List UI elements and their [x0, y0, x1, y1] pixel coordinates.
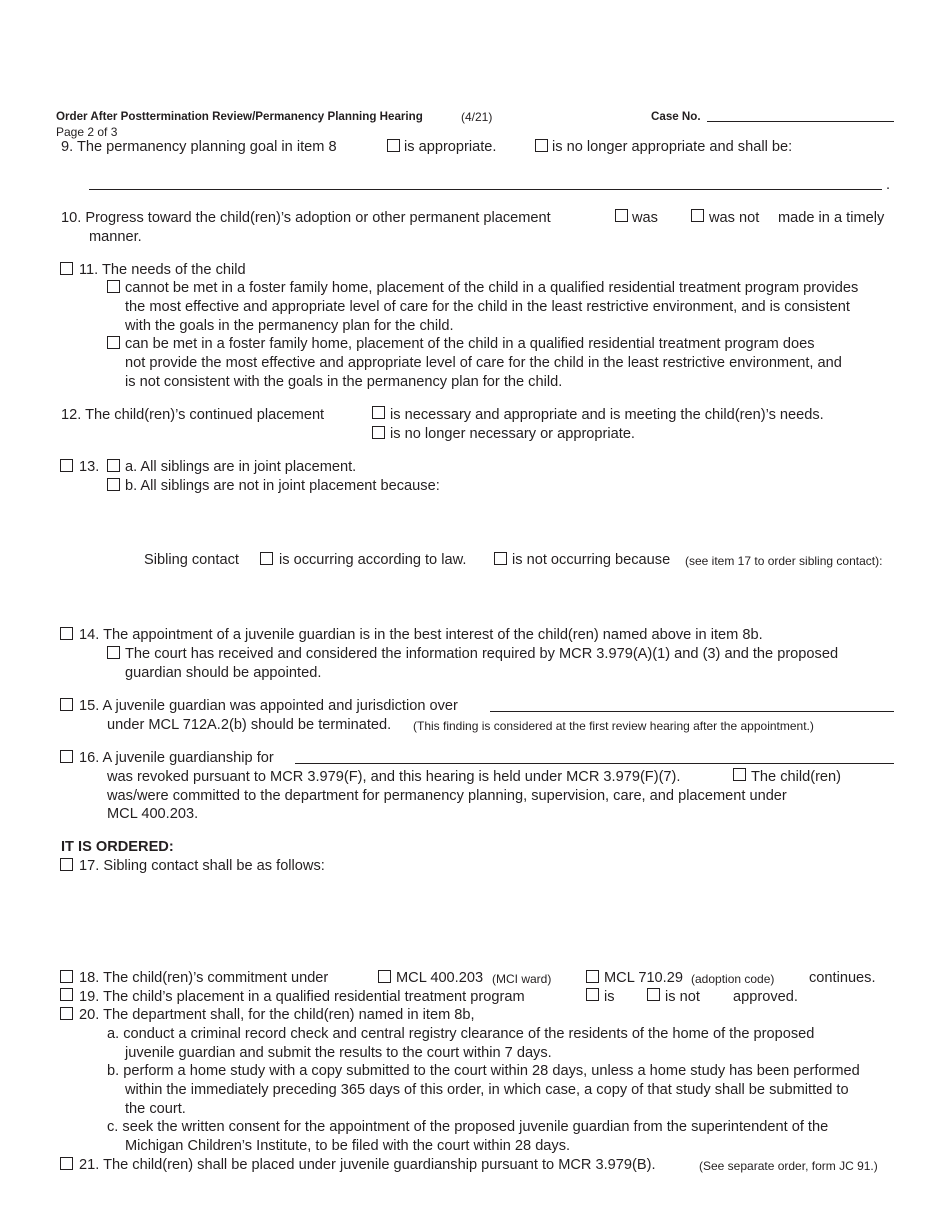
item10-text: 10. Progress toward the child(ren)’s adoption or other permanent placement — [61, 210, 551, 226]
item14-text: 14. The appointment of a juvenile guardian is in the best interest of the child(ren) named above in item 8b. — [79, 627, 763, 643]
item13-a-label: a. All siblings are in joint placement. — [125, 459, 357, 475]
item20-b-line2: within the immediately preceding 365 days of this order, in which case, a copy of that study shall be submitted to — [125, 1082, 849, 1098]
item17-text: 17. Sibling contact shall be as follows: — [79, 858, 325, 874]
item12-necessary-checkbox[interactable] — [372, 406, 385, 419]
sibling-contact-occurring-label: is occurring according to law. — [279, 552, 467, 568]
item11-checkbox[interactable] — [60, 262, 73, 275]
item19-tail: approved. — [733, 989, 798, 1005]
ordered-heading: IT IS ORDERED: — [61, 839, 174, 855]
item21-checkbox[interactable] — [60, 1157, 73, 1170]
item13-b-label: b. All siblings are not in joint placement because: — [125, 478, 440, 494]
item13-number: 13. — [79, 459, 100, 475]
form-title: Order After Posttermination Review/Permanency Planning Hearing — [56, 110, 423, 123]
item10-tail: made in a timely — [778, 210, 885, 226]
item18-text: 18. The child(ren)’s commitment under — [79, 970, 329, 986]
item21-note: (See separate order, form JC 91.) — [699, 1159, 878, 1173]
item11-b-line2: not provide the most effective and appropriate level of care for the child in the least restrictive environment, and — [125, 355, 842, 371]
item15-jurisdiction-field[interactable] — [490, 711, 894, 712]
item14-sub-checkbox[interactable] — [107, 646, 120, 659]
item16-text: 16. A juvenile guardianship for — [79, 750, 274, 766]
item16-line3: was/were committed to the department for permanency planning, supervision, care, and placement under — [107, 788, 787, 804]
item19-is-not-checkbox[interactable] — [647, 988, 660, 1001]
item20-c-line1: c. seek the written consent for the appointment of the proposed juvenile guardian from the superintendent of the — [107, 1119, 829, 1135]
item18-checkbox[interactable] — [60, 970, 73, 983]
item19-checkbox[interactable] — [60, 988, 73, 1001]
item11-b-line3: is not consistent with the goals in the permanency plan for the child. — [125, 374, 563, 390]
item21-text: 21. The child(ren) shall be placed under juvenile guardianship pursuant to MCR 3.979(B). — [79, 1157, 656, 1173]
item10-was-not-checkbox[interactable] — [691, 209, 704, 222]
item9-appropriate-checkbox[interactable] — [387, 139, 400, 152]
item9-not-appropriate-checkbox[interactable] — [535, 139, 548, 152]
item14-checkbox[interactable] — [60, 627, 73, 640]
item9-appropriate-label: is appropriate. — [404, 139, 497, 155]
sibling-contact-not-occurring-label: is not occurring because — [512, 552, 671, 568]
item11-a-line2: the most effective and appropriate level of care for the child in the least restrictive environment, and is consistent — [125, 299, 850, 315]
item11-a-line3: with the goals in the permanency plan for the child. — [125, 318, 454, 334]
item16-committed-label: The child(ren) — [751, 769, 842, 785]
item11-can-checkbox[interactable] — [107, 336, 120, 349]
case-no-label: Case No. — [651, 110, 701, 123]
item15-line2: under MCL 712A.2(b) should be terminated. — [107, 717, 392, 733]
sibling-contact-label: Sibling contact — [144, 552, 239, 568]
item18-mcl710-note: (adoption code) — [691, 972, 775, 986]
item9-not-appropriate-label: is no longer appropriate and shall be: — [552, 139, 793, 155]
sibling-contact-occurring-checkbox[interactable] — [260, 552, 273, 565]
item11-a-line1: cannot be met in a foster family home, placement of the child in a qualified residential treatment program provides — [125, 280, 859, 296]
item12-not-necessary-checkbox[interactable] — [372, 426, 385, 439]
item13-checkbox[interactable] — [60, 459, 73, 472]
item10-was-checkbox[interactable] — [615, 209, 628, 222]
item16-line2: was revoked pursuant to MCR 3.979(F), and this hearing is held under MCR 3.979(F)(7). — [107, 769, 681, 785]
sibling-contact-not-occurring-checkbox[interactable] — [494, 552, 507, 565]
item20-b-line3: the court. — [125, 1101, 186, 1117]
item11-b-line1: can be met in a foster family home, placement of the child in a qualified residential treatment program does — [125, 336, 815, 352]
item11-cannot-checkbox[interactable] — [107, 280, 120, 293]
item19-is-label: is — [604, 989, 615, 1005]
item19-text: 19. The child’s placement in a qualified residential treatment program — [79, 989, 525, 1005]
item9-goal-field[interactable] — [89, 189, 882, 190]
sibling-contact-note: (see item 17 to order sibling contact): — [685, 554, 883, 568]
item16-committed-checkbox[interactable] — [733, 768, 746, 781]
item18-mcl710-checkbox[interactable] — [586, 970, 599, 983]
item17-checkbox[interactable] — [60, 858, 73, 871]
item16-checkbox[interactable] — [60, 750, 73, 763]
item12-not-necessary-label: is no longer necessary or appropriate. — [390, 426, 635, 442]
item18-mcl400-note: (MCI ward) — [492, 972, 552, 986]
item12-necessary-label: is necessary and appropriate and is meeting the child(ren)’s needs. — [390, 407, 824, 423]
item10-was-not-label: was not — [709, 210, 760, 226]
item20-checkbox[interactable] — [60, 1007, 73, 1020]
item13-b-checkbox[interactable] — [107, 478, 120, 491]
item20-c-line2: Michigan Children’s Institute, to be filed with the court within 28 days. — [125, 1138, 571, 1154]
item20-text: 20. The department shall, for the child(ren) named in item 8b, — [79, 1007, 475, 1023]
item14-sub-line2: guardian should be appointed. — [125, 665, 322, 681]
form-version: (4/21) — [461, 110, 493, 124]
item14-sub-line1: The court has received and considered the information required by MCR 3.979(A)(1) and (3) and the proposed — [125, 646, 839, 662]
item12-text: 12. The child(ren)’s continued placement — [61, 407, 325, 423]
page-number: Page 2 of 3 — [56, 125, 118, 139]
item20-b-line1: b. perform a home study with a copy submitted to the court within 28 days, unless a home study has been performed — [107, 1063, 860, 1079]
item18-mcl400-label: MCL 400.203 — [396, 970, 484, 986]
item9-text: 9. The permanency planning goal in item 8 — [61, 139, 337, 155]
item16-line4: MCL 400.203. — [107, 806, 199, 822]
item19-is-checkbox[interactable] — [586, 988, 599, 1001]
item9-period: . — [886, 177, 891, 193]
item16-guardianship-field[interactable] — [295, 763, 894, 764]
item20-a-line1: a. conduct a criminal record check and central registry clearance of the residents of the home of the proposed — [107, 1026, 815, 1042]
item18-mcl710-label: MCL 710.29 — [604, 970, 683, 986]
item18-tail: continues. — [809, 970, 876, 986]
item19-is-not-label: is not — [665, 989, 700, 1005]
item15-checkbox[interactable] — [60, 698, 73, 711]
item15-note: (This finding is considered at the first review hearing after the appointment.) — [413, 719, 814, 733]
item13-a-checkbox[interactable] — [107, 459, 120, 472]
item18-mcl400-checkbox[interactable] — [378, 970, 391, 983]
item11-text: 11. The needs of the child — [79, 262, 246, 278]
item10-was-label: was — [632, 210, 658, 226]
case-no-field[interactable] — [707, 121, 894, 122]
item15-text: 15. A juvenile guardian was appointed and jurisdiction over — [79, 698, 458, 714]
item20-a-line2: juvenile guardian and submit the results to the court within 7 days. — [125, 1045, 552, 1061]
item10-line2: manner. — [89, 229, 142, 245]
